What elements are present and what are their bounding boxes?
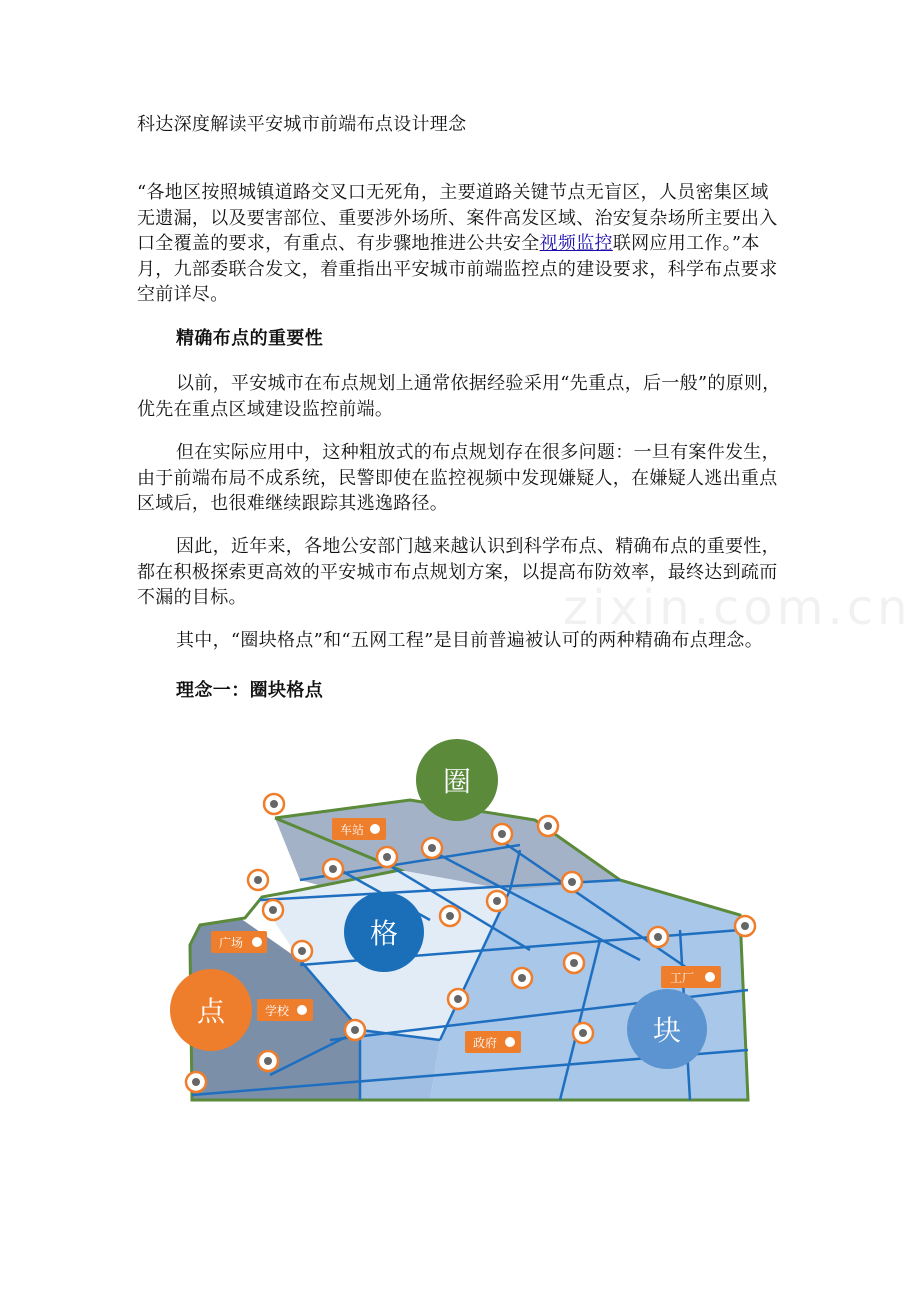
circle-kuai-label: 块 (652, 1014, 682, 1047)
tag-government (465, 1031, 521, 1053)
camera-icon (487, 891, 507, 911)
camera-icon (377, 847, 397, 867)
camera-icon (292, 941, 312, 961)
camera-icon (573, 1023, 593, 1043)
camera-icon (440, 906, 460, 926)
intro-text-before-link: “各地区按照城镇道路交叉口无死角，主要道路关键节点无盲区，人员密集区域无遗漏，以及要害部位、重要涉外场所、案件高发区域、治安复杂场所主要出入口全覆盖的要求，有重点、有步骤地推进公共安全 (137, 182, 778, 254)
circle-dian (170, 969, 252, 1051)
quan-kuai-ge-dian-figure (170, 735, 770, 1115)
intro-paragraph (137, 180, 783, 308)
camera-icon (648, 927, 668, 947)
camera-icon (264, 794, 284, 814)
paragraph-problems: 但在实际应用中，这种粗放式的布点规划存在很多问题：一旦有案件发生，由于前端布局不成系统，民警即使在监控视频中发现嫌疑人，在嫌疑人逃出重点区域后，也很难继续跟踪其逃逸路径。 (137, 442, 780, 514)
tag-factory (661, 966, 721, 988)
camera-icon (735, 916, 755, 936)
paragraph-recent-awareness: 因此，近年来，各地公安部门越来越认识到科学布点、精确布点的重要性，都在积极探索更高效的平安城市布点规划方案，以提高布防效率，最终达到疏而不漏的目标。 (137, 536, 780, 608)
camera-icon (186, 1072, 206, 1092)
video-surveillance-link[interactable]: 视频监控 (539, 233, 613, 254)
tag-square-label: 广场 (218, 936, 244, 950)
camera-icon (422, 838, 442, 858)
tag-station (332, 818, 386, 840)
camera-icon (562, 872, 582, 892)
circle-quan-label: 圈 (442, 765, 472, 798)
circle-ge (344, 892, 424, 972)
tag-school-label: 学校 (264, 1004, 290, 1018)
paragraph-previous-approach: 以前，平安城市在布点规划上通常依据经验采用“先重点，后一般”的原则，优先在重点区域建设监控前端。 (137, 373, 781, 420)
camera-icon (512, 968, 532, 988)
circle-dian-label: 点 (196, 995, 226, 1028)
camera-icon (263, 900, 283, 920)
section-heading-importance: 精确布点的重要性 (176, 328, 324, 349)
tag-government-label: 政府 (472, 1036, 498, 1050)
watermark: zixin.com.cn (563, 580, 912, 636)
section-heading-concept-one: 理念一：圈块格点 (176, 680, 324, 701)
intro-text-after-link: 联网应用工作。”本月，九部委联合发文，着重指出平安城市前端监控点的建设要求，科学布点要求空前详尽。 (137, 233, 778, 305)
camera-icon (323, 859, 343, 879)
circle-ge-label: 格 (369, 917, 399, 950)
document-title: 科达深度解读平安城市前端布点设计理念 (137, 114, 467, 135)
tag-factory-label: 工厂 (669, 971, 695, 985)
camera-icon (492, 824, 512, 844)
camera-icon (258, 1051, 278, 1071)
paragraph-two-concepts: 其中，“圈块格点”和“五网工程”是目前普遍被认可的两种精确布点理念。 (176, 630, 764, 651)
tag-square (211, 931, 267, 953)
circle-quan (416, 739, 498, 821)
camera-icon (564, 953, 584, 973)
camera-icon (448, 989, 468, 1009)
camera-icon (345, 1020, 365, 1040)
tag-school (257, 999, 313, 1021)
tag-station-label: 车站 (339, 823, 365, 837)
camera-icon (538, 816, 558, 836)
mid-block-area (360, 1030, 440, 1100)
circle-kuai (627, 989, 707, 1069)
camera-icon (248, 870, 268, 890)
